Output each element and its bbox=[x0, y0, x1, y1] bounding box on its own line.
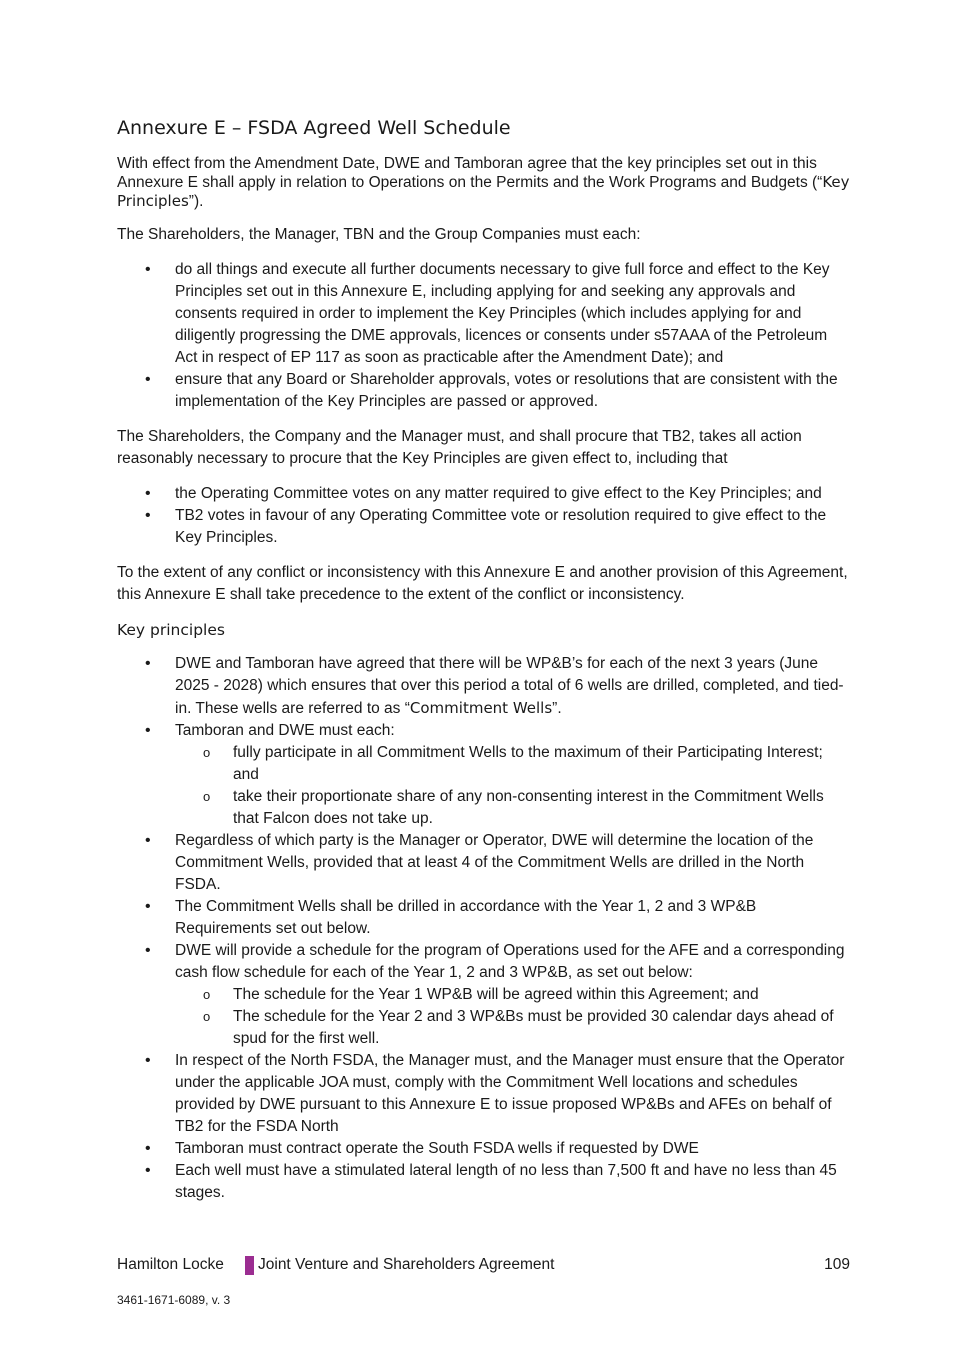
obligations-list bbox=[117, 259, 850, 413]
list-item: • the Operating Committee votes on any matter required to give effect to the Key Principles; and bbox=[117, 483, 850, 505]
sub-list bbox=[175, 984, 850, 1050]
footer-divider-bar bbox=[245, 1256, 254, 1275]
intro-paragraph: With effect from the Amendment Date, DWE and Tamboran agree that the key principles set out in this Annexure E shall apply in relation to Operations on the Permits and the Work Programs and Budgets (“Key Principles”). bbox=[117, 155, 850, 210]
sub-list bbox=[175, 742, 850, 830]
page-title: Annexure E – FSDA Agreed Well Schedule bbox=[117, 117, 511, 139]
key-principles-term: Key Principles bbox=[117, 173, 850, 210]
list-item: • ensure that any Board or Shareholder approvals, votes or resolutions that are consistent with the implementation of the Key Principles are passed or approved. bbox=[117, 369, 850, 413]
list-item: • Tamboran must contract operate the South FSDA wells if requested by DWE bbox=[117, 1138, 850, 1160]
list-item: • Each well must have a stimulated lateral length of no less than 7,500 ft and have no less than 45 stages. bbox=[117, 1160, 850, 1204]
document-id: 3461-1671-6089, v. 3 bbox=[117, 1293, 231, 1307]
procure-list bbox=[117, 483, 850, 549]
list-item: • DWE and Tamboran have agreed that there will be WP&B’s for each of the next 3 years (June 2025 - 2028) which ensures that over this period a total of 6 wells are drilled, completed, and tied-in. These wells are referred to as “Commitment Wells”. bbox=[117, 653, 850, 720]
list-item: • do all things and execute all further documents necessary to give full force and effect to the Key Principles set out in this Annexure E, including applying for and seeking any approvals and consents required in order to implement the Key Principles (which includes applying for and diligently progressing the DME approvals, licences or consents under s57AAA of the Petroleum Act in respect of EP 117 as soon as practicable after the Amendment Date); and bbox=[117, 259, 850, 369]
footer-firm-name: Hamilton Locke bbox=[117, 1256, 224, 1273]
list-item: • The Commitment Wells shall be drilled in accordance with the Year 1, 2 and 3 WP&B Requirements set out below. bbox=[117, 896, 850, 940]
list-item: • Regardless of which party is the Manager or Operator, DWE will determine the location of the Commitment Wells, provided that at least 4 of the Commitment Wells are drilled in the North FSDA. bbox=[117, 830, 850, 896]
footer-document-title: Joint Venture and Shareholders Agreement bbox=[258, 1256, 555, 1273]
shareholders-each-paragraph: The Shareholders, the Manager, TBN and the Group Companies must each: bbox=[117, 226, 641, 243]
section-heading-key-principles: Key principles bbox=[117, 621, 225, 639]
sub-list-item: o take their proportionate share of any non-consenting interest in the Commitment Wells that Falcon does not take up. bbox=[175, 786, 850, 830]
sub-list-item: o fully participate in all Commitment Wells to the maximum of their Participating Interest; and bbox=[175, 742, 850, 786]
list-item: • TB2 votes in favour of any Operating Committee vote or resolution required to give effect to the Key Principles. bbox=[117, 505, 850, 549]
key-principles-list bbox=[117, 653, 850, 1204]
sub-list-item: o The schedule for the Year 2 and 3 WP&Bs must be provided 30 calendar days ahead of spud for the first well. bbox=[175, 1006, 850, 1050]
procure-paragraph: The Shareholders, the Company and the Manager must, and shall procure that TB2, takes all action reasonably necessary to procure that the Key Principles are given effect to, including that bbox=[117, 428, 802, 467]
page-number: 109 bbox=[824, 1256, 850, 1273]
page-footer bbox=[117, 1254, 850, 1276]
commitment-wells-term: Commitment Wells bbox=[409, 699, 553, 717]
list-item: • In respect of the North FSDA, the Manager must, and the Manager must ensure that the Operator under the applicable JOA must, comply with the Commitment Well locations and schedules provided by DWE pursuant to this Annexure E to issue proposed WP&Bs and AFEs on behalf of TB2 for the FSDA North bbox=[117, 1050, 850, 1138]
list-item: • DWE will provide a schedule for the program of Operations used for the AFE and a corresponding cash flow schedule for each of the Year 1, 2 and 3 WP&B, as set out below: o The schedule for the Year 1 WP&B will be agreed within this Agreement; and o The schedule for the Year 2 and 3 WP&Bs must be provided 30 calendar days ahead of spud for the first well. bbox=[117, 940, 850, 1050]
list-item: • Tamboran and DWE must each: o fully participate in all Commitment Wells to the maximum of their Participating Interest; and o take their proportionate share of any non-consenting interest in the Commitment Wells that Falcon does not take up. bbox=[117, 720, 850, 830]
sub-list-item: o The schedule for the Year 1 WP&B will be agreed within this Agreement; and bbox=[175, 984, 850, 1006]
page-body bbox=[117, 115, 850, 1217]
conflict-paragraph: To the extent of any conflict or inconsistency with this Annexure E and another provision of this Agreement, this Annexure E shall take precedence to the extent of the conflict or inconsistency. bbox=[117, 564, 848, 603]
